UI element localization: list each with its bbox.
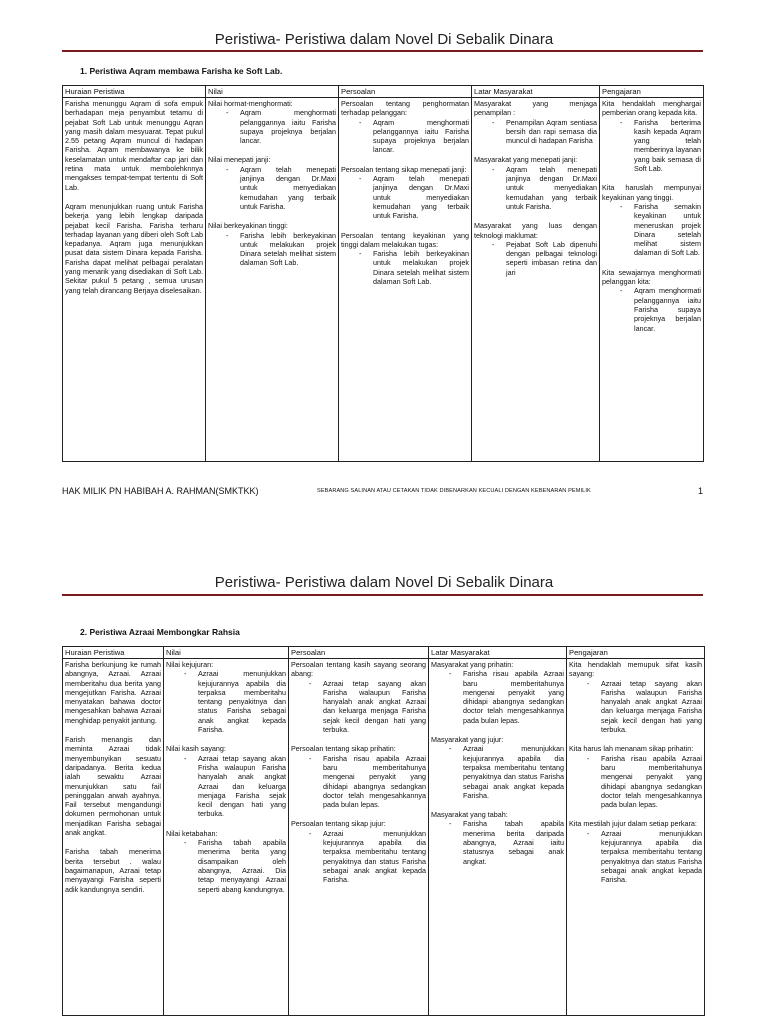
section-title: Kita mestilah jujur dalam setiap perkara: [569,819,697,829]
header-nilai: Nilai [164,647,289,659]
bullet-item: - Azraai menunjukkan kejujurannya apabila dia terpaksa memberitahu tentang penyakitnya dan status Farisha sebagai anak angkat kepada Farisha. [587,829,702,885]
header-pengajaran: Pengajaran [567,647,705,659]
bullet-item: - Farisha lebih berkeyakinan untuk melakukan projek Dinara setelah melihat sistem dalaman Soft Lab. [226,231,336,268]
header-latar: Latar Masyarakat [429,647,567,659]
bullet-item: - Farisha risau apabila Azraai baru memberitahunya mengenai penyakit yang dihidapi abangnya sedangkan doctor telah mengesahkannya pada bulan lepas. [309,754,426,810]
huraian-cell [63,98,206,462]
footer-notice: SEBARANG SALINAN ATAU CETAKAN TIDAK DIBENARKAN KECUALI DENGAN KEBENARAN PEMILIK [317,488,591,494]
section-heading: 2. Peristiwa Azraai Membongkar Rahsia [80,627,240,637]
nilai-cell [164,659,289,1016]
huraian-paragraph: Farisha tabah menerima berita tersebut . walau bagaimanapun, Azraai tetap menyayangi Farisha seperti adik kandungnya sendiri. [65,847,161,894]
nilai-section [166,829,286,894]
nilai-section [166,744,286,818]
pengajaran-section [569,819,702,884]
bullet-item: - Aqram menghormati pelanggannya iaitu Farisha supaya projeknya berjalan lancar. [620,286,701,332]
latar-cell [429,659,567,1016]
huraian-cell [63,659,164,1016]
bullet-item: - Farisha tabah apabila menerima berita yang disampaikan oleh abangnya, Azraai. Dia tetap menyayangi Azraai seperti abang kandungnya. [184,838,286,894]
bullet-item: - Pejabat Soft Lab dipenuhi dengan pelbagai teknologi seperti imbasan retina dan jari [492,240,597,277]
section-title: Persoalan tentang sikap jujur: [291,819,386,829]
section-title: Nilai berkeyakinan tinggi: [208,221,288,231]
header-huraian: Huraian Peristiwa [63,647,164,659]
pengajaran-section [602,268,701,333]
section-title: Persoalan tentang keyakinan yang tinggi dalam melakukan tugas: [341,230,469,249]
header-huraian: Huraian Peristiwa [63,86,206,98]
bullet-item: - Farisha risau apabila Azraai baru memberitahunya mengenai penyakit yang dihidapi abangnya sedangkan doctor telah mengesahkannya pada bulan lepas. [587,754,702,810]
latar-section [474,221,597,277]
table-header-row [63,647,705,659]
persoalan-section [291,819,426,884]
nilai-section [208,99,336,145]
section-title: Masyarakat yang tabah: [431,810,508,820]
header-persoalan: Persoalan [339,86,472,98]
huraian-paragraph: Farisha menunggu Aqram di sofa empuk berhadapan meja penyambut tetamu di pejabat Soft Lab untuk menunggu Aqran yang masih dalam mesyuarat. Tepat pukul 2.55 petang Aqram muncul di hadapan Farisha. Aqram membawanya ke bilik keselamatan untuk mendaftar cap jari dan retina mata untuk membolehknnya mengakses tempat-tempat tertentu di Soft Lab. [65,99,203,192]
section-title: Masyarakat yang luas dengan teknologi maklumat: [474,221,597,240]
section-title: Masyarakat yang menepati janji: [474,155,578,165]
section-title: Nilai hormat-menghormati: [208,99,293,108]
header-latar: Latar Masyarakat [472,86,600,98]
bullet-item: - Azraai menunjukkan kejujurannya apabila dia terpaksa memberitahu tentang penyakitnya dan status Farisha sebagai anak angkat kepada Farisha. [309,829,426,885]
title-divider [62,50,703,52]
pengajaran-cell [600,98,704,462]
persoalan-section [341,99,469,155]
latar-section [474,99,597,145]
huraian-paragraph: Farish menangis dan meminta Azraai tidak menyembunyikan sesuatu daripadanya. Berita kedua ialah sewaktu Azraai menunjukkan satu fail peninggalan arwah ayahnya. Fail tersebut mengandungi dokumen permohonan untuk menjadikan Farisha sebagai anak angkat. [65,735,161,838]
pengajaran-section [602,183,701,257]
events-table [62,85,704,462]
section-title: Masyarakat yang jujur: [431,735,504,745]
latar-section [431,660,564,725]
bullet-item: - Aqram telah menepati janjinya dengan Dr.Maxi untuk menyediakan kemudahan yang terbaik untuk Farisha. [359,174,469,220]
bullet-item: - Farisha semakin keyakinan untuk meneruskan projek Dinara setelah melihat sistem dalaman di Soft Lab. [620,202,701,258]
section-title: Nilai kasih sayang: [166,744,226,754]
latar-section [474,155,597,211]
pengajaran-cell [567,659,705,1016]
pengajaran-section [569,744,702,809]
bullet-item: - Aqram telah menepati janjinya dengan Dr.Maxi untuk menyediakan kemudahan yang terbaik untuk Farisha. [492,165,597,211]
section-title: Kita hendaklah menghargai pemberian orang kepada kita. [602,99,701,118]
bullet-item: - Aqram telah menepati janjinya dengan Dr.Maxi untuk menyediakan kemudahan yang terbaik untuk Farisha. [226,165,336,211]
persoalan-section [291,660,426,734]
section-title: Masyarakat yang prihatin: [431,660,514,669]
persoalan-cell [339,98,472,462]
footer-copyright: HAK MILIK PN HABIBAH A. RAHMAN(SMKTKK) [62,486,259,496]
bullet-item: - Farisha lebih berkeyakinan untuk melakukan projek Dinara setelah melihat sistem dalaman Soft Lab. [359,249,469,286]
header-persoalan: Persoalan [289,647,429,659]
section-title: Persoalan tentang sikap prihatin: [291,744,396,754]
section-title: Kita hendaklah memupuk sifat kasih sayang: [569,660,702,679]
page-number: 1 [697,486,703,496]
bullet-item: - Farisha berterima kasih kepada Aqram yang telah memberinya layanan yang baik semasa di Soft Lab. [620,118,701,174]
persoalan-cell [289,659,429,1016]
table-header-row [63,86,704,98]
bullet-item: - Aqram menghormati pelanggannya iaitu Farisha supaya projeknya berjalan lancar. [226,108,336,145]
header-pengajaran: Pengajaran [600,86,704,98]
section-title: Nilai kejujuran: [166,660,214,669]
bullet-item: - Farisha risau apabila Azraai baru memberitahunya mengenai penyakit yang dihidapi abangnya sedangkan doctor telah mengesahkannya pada bulan lepas. [449,669,564,725]
section-title: Kita haruslah mempunyai keyakinan yang tinggi. [602,183,701,202]
pengajaran-section [602,99,701,173]
huraian-paragraph: Farisha berkunjung ke rumah abangnya, Azraai. Azraai memberitahu dua berita yang mengejutkan Farisha. Azraai menyatakan bahawa doctor mengesahkan bahawa Azraai menghidap penyakit jantung. [65,660,161,725]
huraian-paragraph: Aqram menunjukkan ruang untuk Farisha bekerja yang lebih lengkap daripada pejabat kecil Farisha. Farisha terharu terhadap layanan yang diberi oleh Soft Lab kepadanya. Aqram juga menunjukkan pusat data sistem Dinara kepada Farisha. Farisha dapat melihat pelbagai peralatan yang menarik yang disediakan di Soft Lab. Sekitar pukul 5 petang , semua urusan yang telah dirancang Berjaya diselesaikan. [65,201,203,295]
section-heading: 1. Peristiwa Aqram membawa Farisha ke Soft Lab. [80,66,283,76]
latar-section [431,810,564,866]
nilai-section [208,155,336,211]
bullet-item: - Azraai tetap sayang akan Farisha walaupun Farisha hanyalah anak angkat Azraai dan keluarga menjaga Farisha sejak kecil dengan hati yang terbuka. [587,679,702,735]
nilai-section [166,660,286,734]
section-title: Nilai ketabahan: [166,828,218,838]
section-title: Persoalan tentang sikap menepati janji: [341,164,467,174]
section-title: Persoalan tentang penghormatan terhadap pelanggan: [341,99,469,118]
table-row [63,98,704,462]
section-title: Kita sewajarnya menghormati pelanggan kita: [602,267,701,287]
section-title: Nilai menepati janji: [208,155,271,165]
page-title: Peristiwa- Peristiwa dalam Novel Di Sebalik Dinara [214,31,554,48]
pengajaran-section [569,660,702,734]
latar-section [431,735,564,800]
bullet-item: - Aqram menghormati pelanggannya iaitu Farisha supaya projeknya berjalan lancar. [359,118,469,155]
bullet-item: - Farisha tabah apabila menerima berita daripada abangnya, Azraai iaitu statusnya sebagai anak angkat. [449,819,564,865]
persoalan-section [341,165,469,221]
section-title: Masyarakat yang menjaga penampilan : [474,99,597,118]
title-divider [62,594,703,596]
nilai-section [208,221,336,267]
bullet-item: - Azraai tetap sayang akan Farisha walaupun Farisha hanyalah anak angkat Azraai dan keluarga menjaga Farisha sejak kecil dengan hati yang terbuka. [309,679,426,735]
page-title: Peristiwa- Peristiwa dalam Novel Di Sebalik Dinara [214,574,554,591]
persoalan-section [341,231,469,287]
persoalan-section [291,744,426,809]
bullet-item: - Azraai menunjukkan kejujurannya apabila dia terpaksa memberitahu tentang penyakitnya dan status Farisha sebagai anak angkat kepada Farisha. [449,744,564,800]
nilai-cell [206,98,339,462]
table-row [63,659,705,1016]
bullet-item: - Penampilan Aqram sentiasa bersih dan rapi semasa dia muncul di hadapan Farisha [492,118,597,146]
header-nilai: Nilai [206,86,339,98]
bullet-item: - Azraai menunjukkan kejujurannya apabila dia terpaksa memberitahu tentang penyakitnya dan status Farisha sebagai anak angkat kepada Farisha. [184,669,286,734]
section-title: Persoalan tentang kasih sayang seorang abang: [291,660,426,679]
latar-cell [472,98,600,462]
bullet-item: - Azraai tetap sayang akan Frisha walaupun Farisha hanyalah anak angkat Azraai dan keluarga menjaga Farisha sejak kecil dengan hati yang terbuka. [184,754,286,819]
page-footer [62,486,703,498]
section-title: Kita harus lah menanam sikap prihatin: [569,744,694,754]
events-table [62,646,705,1016]
